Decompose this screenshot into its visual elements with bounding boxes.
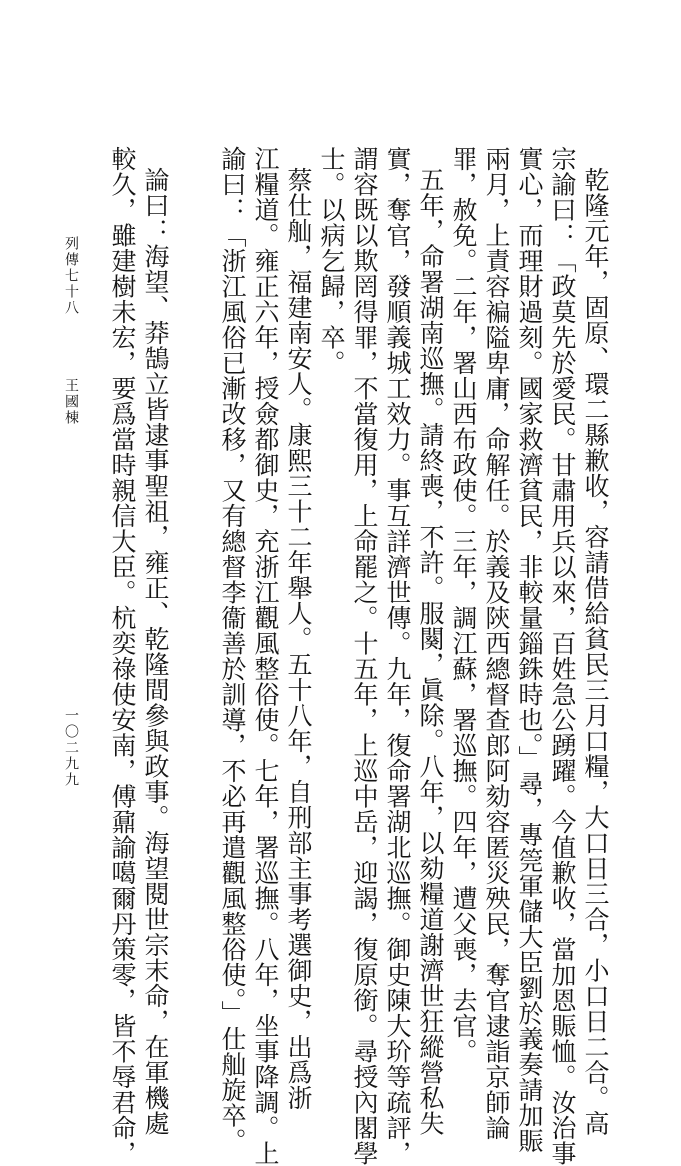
page-number: 一〇二九九 <box>63 708 79 788</box>
text-column: 兩月，上責容褊隘卑庸，命解任。於義及陝西總督查郎阿劾容匿災殃民，奪官逮詣京師論 <box>482 146 511 1141</box>
text-column: 江糧道。雍正六年，授僉都御史，充浙江觀風整俗使。七年，署巡撫。八年，坐事降調。上 <box>251 146 280 1166</box>
text-column: 實心，而理財過刻。國家救濟貧民，非較量錙銖時也。」尋，專筦軍儲大臣劉於義奏請加賑 <box>515 146 544 1154</box>
text-column: 宗諭曰：「政莫先於愛民。甘肅用兵以來，百姓急公踴躍。今值歉收，當加恩賑恤。汝治事 <box>548 146 577 1166</box>
text-column: 罪，赦免。二年，署山西布政使。三年，調江蘇，署巡撫。四年，遭父喪，去官。 <box>449 146 478 1064</box>
text-column: 乾隆元年，固原、環二縣歉收，容請借給貧民三月口糧，大口日三合，小口日二合。高 <box>581 167 610 1136</box>
text-column: 諭曰：「浙江風俗已漸改移，又有總督李衞善於訓導，不必再遣觀風整俗使。」仕舢旋卒。 <box>218 146 247 1154</box>
text-column: 蔡仕舢，福建南安人。康熙三十二年舉人。五十八年，自刑部主事考選御史，出爲浙 <box>284 167 313 1111</box>
running-head-section: 王國棟 <box>63 378 79 426</box>
text-column: 士。以病乞歸，卒。 <box>317 146 346 376</box>
running-head-chapter: 列傳七十八 <box>63 236 79 316</box>
text-column: 五年，命署湖南巡撫。請終喪，不許。服闋，眞除。八年，以劾糧道謝濟世狂縱營私失 <box>416 167 445 1136</box>
text-column: 較久，雖建樹未宏，要爲當時親信大臣。杭奕祿使安南，傅鼐諭噶爾丹策零，皆不辱君命， <box>108 146 137 1166</box>
text-column: 實，奪官，發順義城工效力。事互詳濟世傳。九年，復命署湖北巡撫。御史陳大玠等疏評， <box>383 146 412 1166</box>
text-column: 謂容既以欺罔得罪，不當復用，上命罷之。十五年，上巡中岳，迎謁，復原銜。尋授內閣學 <box>350 146 379 1166</box>
text-column: 論曰：海望、莽鵠立皆逮事聖祖，雍正、乾隆間參與政事。海望閱世宗末命，在軍機處 <box>141 167 170 1136</box>
